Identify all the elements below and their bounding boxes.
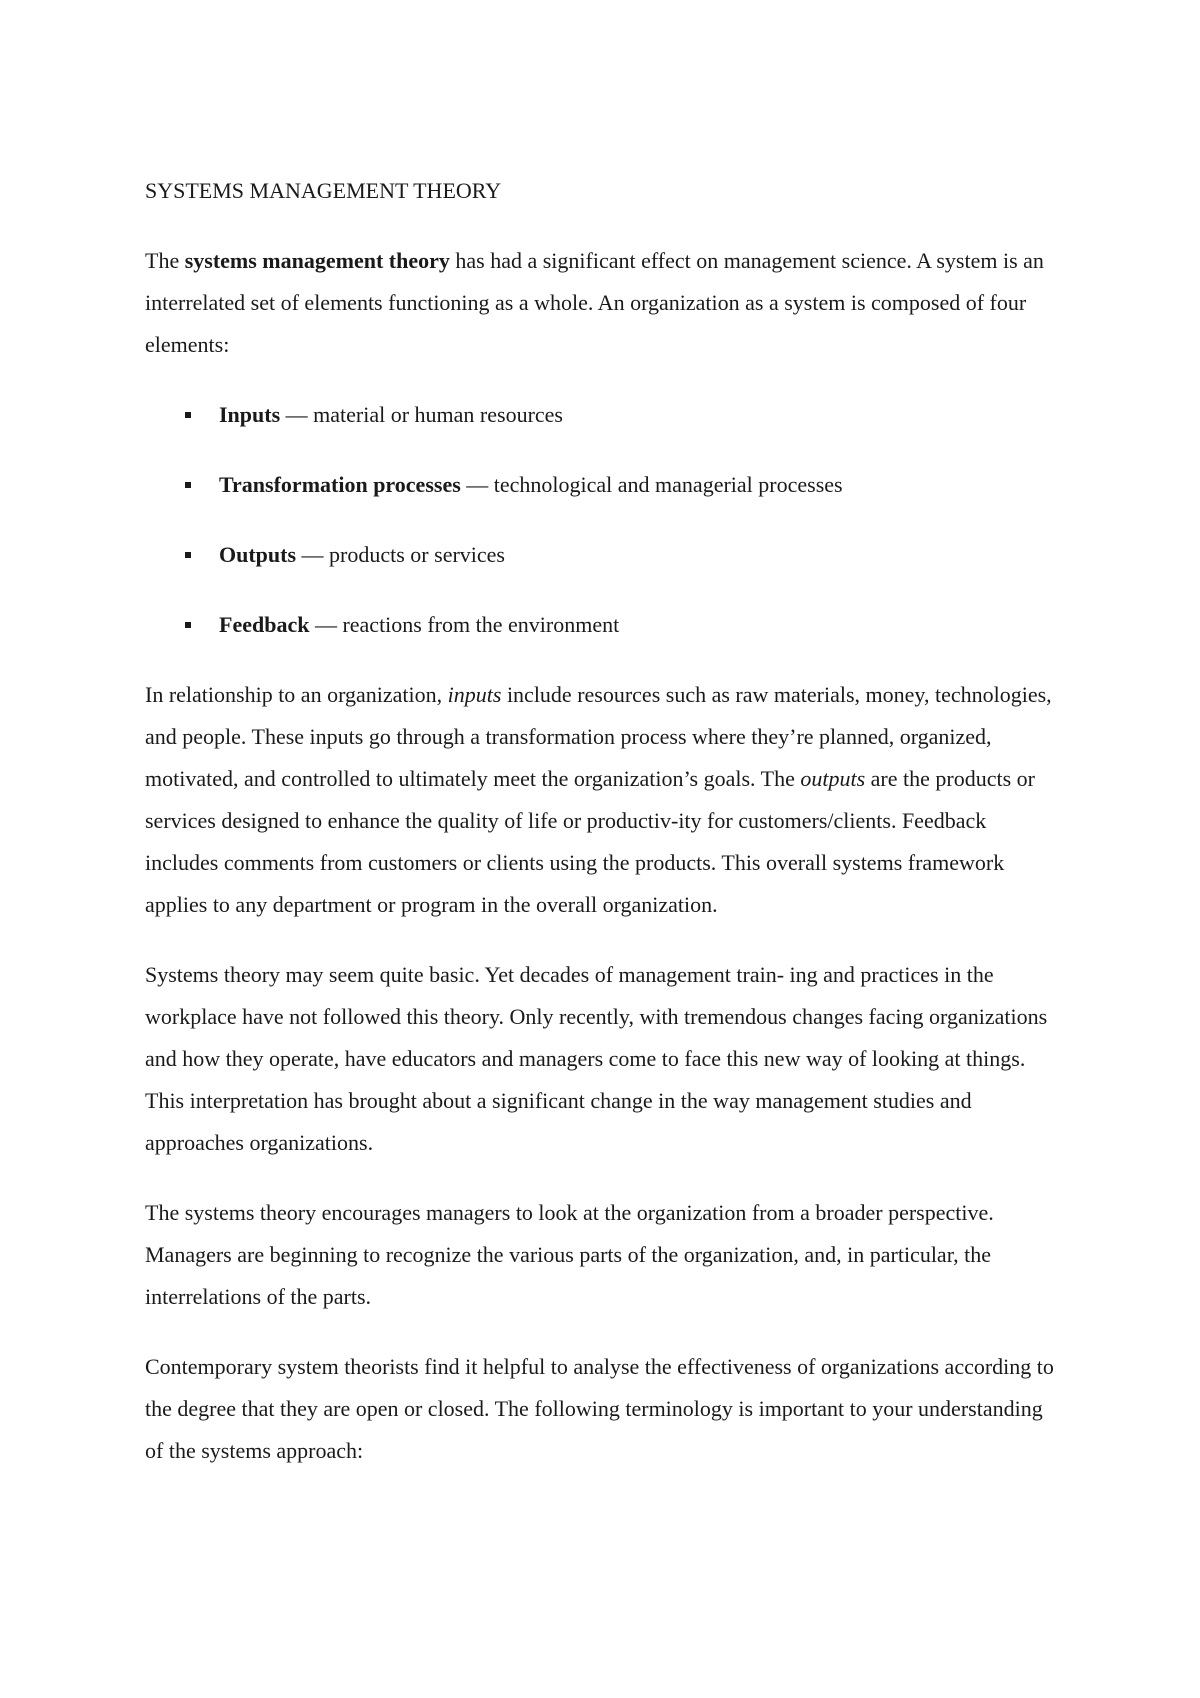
square-bullet-icon: [185, 552, 191, 558]
list-item: [145, 464, 1065, 506]
elements-list: [145, 394, 1065, 646]
element-term: Feedback: [219, 612, 310, 637]
element-desc: — products or services: [296, 542, 505, 567]
element-term: Inputs: [219, 402, 281, 427]
square-bullet-icon: [185, 482, 191, 488]
element-term: Transformation processes: [219, 472, 461, 497]
square-bullet-icon: [185, 622, 191, 628]
element-term: Outputs: [219, 542, 297, 567]
intro-text-before: The: [145, 248, 185, 273]
intro-text-after: has had a significant effect on management science. A system is an interrelated set of elements functioning as a whole. An organization as a system is composed of four elements:: [145, 248, 1044, 357]
para2-text-2: include resources such as raw materials, money, technologies, and people. These inputs go through a transformation process where they’re planned, organized, motivated, and controlled to ultimately meet the organization’s goals. The: [145, 682, 1052, 791]
list-item: [145, 534, 1065, 576]
systems-theory-basic-paragraph: Systems theory may seem quite basic. Yet decades of management train- ing and practices in the workplace have not followed this theory. Only recently, with tremendous changes facing organizations and how they operate, have educators and managers come to face this new way of looking at things. This interpretation has brought about a significant change in the way management studies and approaches organizations.: [145, 962, 1048, 1155]
element-desc: — material or human resources: [280, 402, 563, 427]
broader-perspective-paragraph: The systems theory encourages managers to look at the organization from a broader perspective. Managers are beginning to recognize the various parts of the organization, and, in particular, the interrelations of the parts.: [145, 1200, 994, 1309]
intro-paragraph: [145, 240, 1065, 366]
para2-text-3: are the products or services designed to enhance the quality of life or productiv-ity for customers/clients. Feedback includes comments from customers or clients using the products. This overall systems framework applies to any department or program in the overall organization.: [145, 766, 1035, 917]
square-bullet-icon: [185, 412, 191, 418]
para2-italic-outputs: outputs: [800, 766, 866, 791]
list-item: [145, 604, 1065, 646]
document-title: SYSTEMS MANAGEMENT THEORY: [145, 178, 502, 203]
list-item: [145, 394, 1065, 436]
element-desc: — technological and managerial processes: [460, 472, 843, 497]
intro-bold-term: systems management theory: [184, 248, 450, 273]
inputs-outputs-paragraph: [145, 674, 1065, 926]
open-closed-paragraph: Contemporary system theorists find it helpful to analyse the effectiveness of organizations according to the degree that they are open or closed. The following terminology is important to your understanding of the systems approach:: [145, 1354, 1054, 1463]
para2-italic-inputs: inputs: [447, 682, 502, 707]
para2-text-1: In relationship to an organization,: [145, 682, 448, 707]
document-body: [145, 170, 1065, 1500]
element-desc: — reactions from the environment: [309, 612, 620, 637]
